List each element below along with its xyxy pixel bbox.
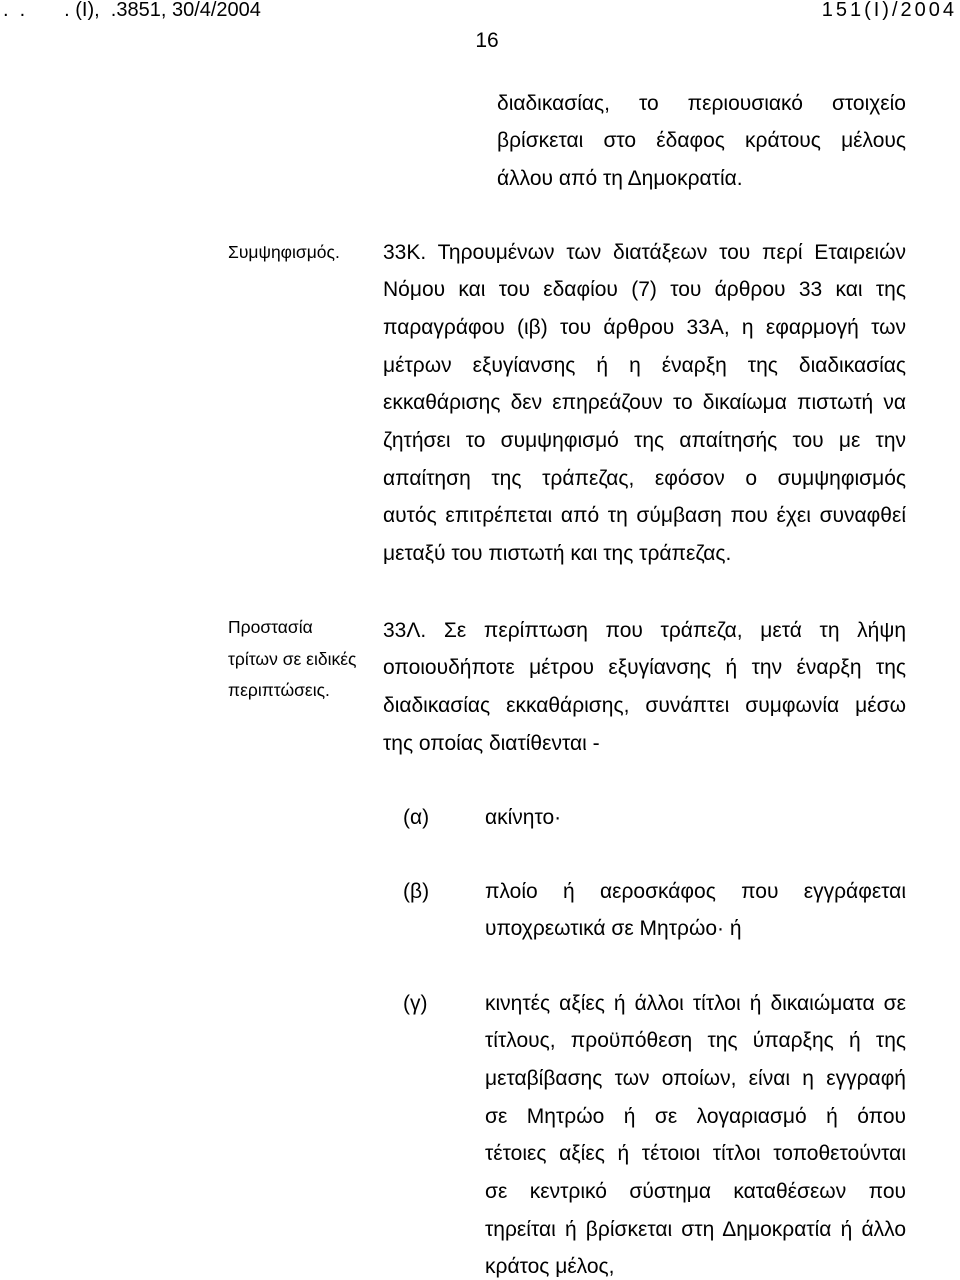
- section-33k-paragraph: [383, 241, 906, 566]
- body-text-line: κινητές αξίες ή άλλοι τίτλοι ή δικαιώματα σε: [485, 991, 906, 1015]
- margin-note-set-off: [228, 242, 340, 262]
- margin-note-line: περιπτώσεις.: [228, 680, 330, 700]
- body-text-line: κράτος μέλος,: [485, 1255, 615, 1279]
- body-text-line: ζητήσει το συμψηφισμό της απαίτησής του με την: [383, 428, 906, 452]
- list-item-label: (γ): [403, 991, 428, 1015]
- gazette-reference: . . . (Ι), .3851, 30/4/2004: [3, 0, 261, 21]
- body-text-line: 33Λ. Σε περίπτωση που τράπεζα, μετά τη λήψη: [383, 618, 906, 642]
- body-text-line: σε Μητρώο ή σε λογαριασμό ή όπου: [485, 1104, 906, 1128]
- list-item-text: [485, 880, 906, 941]
- body-text-line: διαδικασίας εκκαθάρισης, συνάπτει συμφωνία μέσω: [383, 693, 906, 717]
- body-text-line: εκκαθάρισης δεν επηρεάζουν το δικαίωμα πιστωτή να: [383, 391, 906, 415]
- body-text-line: διαδικασίας, το περιουσιακό στοιχείο: [497, 91, 906, 115]
- body-text-line: της οποίας διατίθενται -: [383, 731, 600, 755]
- law-number: 151(Ι)/2004: [821, 0, 957, 21]
- body-text-line: τηρείται ή βρίσκεται στη Δημοκρατία ή άλλο: [485, 1217, 906, 1241]
- continuation-paragraph: [497, 92, 906, 190]
- body-text-line: μεταβίβασης των οποίων, είναι η εγγραφή: [485, 1066, 906, 1090]
- body-text-line: παραγράφου (ιβ) του άρθρου 33Α, η εφαρμογή των: [383, 315, 906, 339]
- section-33l-paragraph: [383, 619, 906, 755]
- body-text-line: αυτός επιτρέπεται από τη σύμβαση που έχει συναφθεί: [383, 504, 906, 528]
- body-text-line: μεταξύ του πιστωτή και της τράπεζας.: [383, 542, 732, 565]
- margin-note-line: τρίτων σε ειδικές: [228, 648, 357, 669]
- margin-note-line: Προστασία: [228, 617, 313, 637]
- body-text-line: σε κεντρικό σύστημα καταθέσεων που: [485, 1179, 906, 1203]
- body-text-line: τέτοιες αξίες ή τέτοιοι τίτλοι τοποθετούνται: [485, 1142, 906, 1166]
- list-item-text: [485, 806, 906, 829]
- body-text-line: ακίνητο·: [485, 805, 562, 829]
- margin-note-third-party-protection: [228, 617, 356, 700]
- list-item-text: [485, 992, 906, 1279]
- body-text-line: τίτλους, προϋπόθεση της ύπαρξης ή της: [485, 1029, 906, 1053]
- body-text-line: μέτρων εξυγίανσης ή η έναρξη της διαδικασίας: [383, 353, 906, 377]
- body-text-line: απαίτηση της τράπεζας, εφόσον ο συμψηφισμός: [383, 466, 906, 490]
- list-item-label: (α): [403, 805, 430, 829]
- margin-note-line: Συμψηφισμός.: [228, 242, 340, 262]
- body-text-line: πλοίο ή αεροσκάφος που εγγράφεται: [485, 879, 906, 903]
- body-text-line: οποιουδήποτε μέτρου εξυγίανσης ή την έναρξη της: [383, 656, 906, 680]
- body-text-line: άλλου από τη Δημοκρατία.: [497, 166, 743, 190]
- body-text-line: βρίσκεται στο έδαφος κράτους μέλους: [497, 129, 906, 153]
- list-item-label: (β): [403, 879, 430, 903]
- page-number: 16: [475, 28, 499, 52]
- body-text-line: 33Κ. Τηρουμένων των διατάξεων του περί Εταιρειών: [383, 240, 906, 264]
- body-text-line: υποχρεωτικά σε Μητρώο· ή: [485, 917, 742, 941]
- body-text-line: Νόμου και του εδαφίου (7) του άρθρου 33 και της: [383, 278, 906, 302]
